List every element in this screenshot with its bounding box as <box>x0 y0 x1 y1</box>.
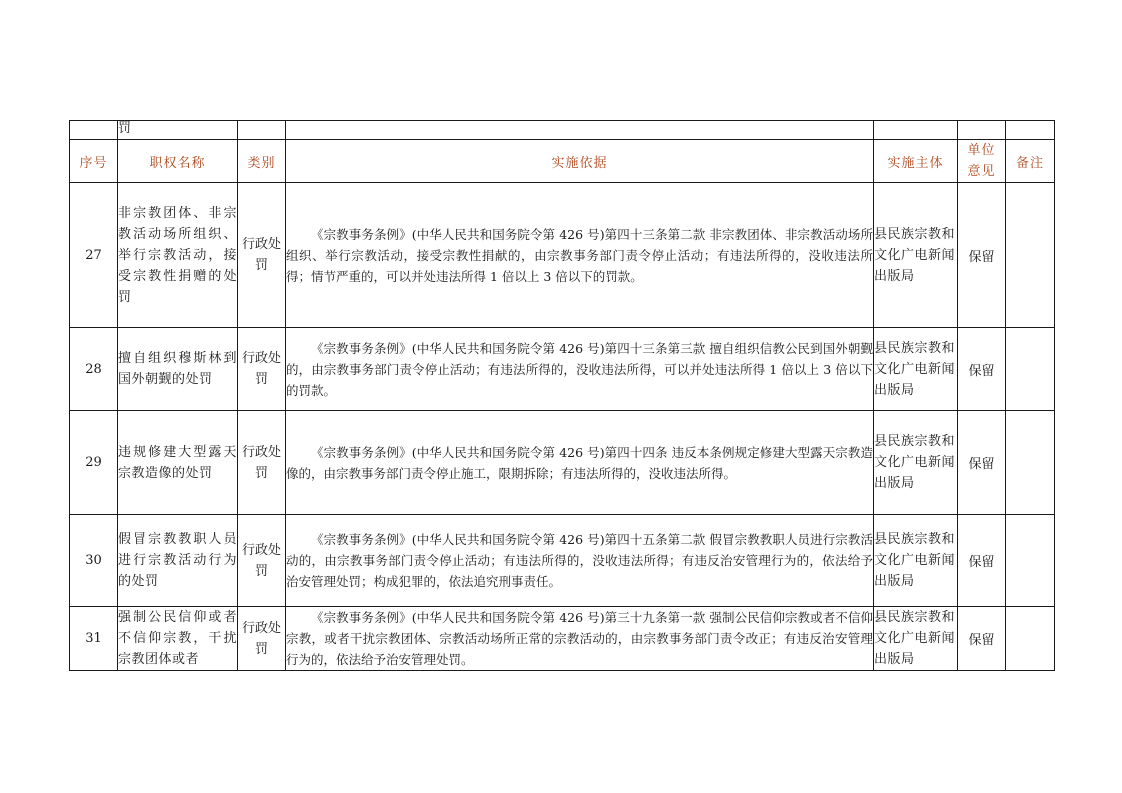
row-basis-text: 《宗教事务条例》(中华人民共和国务院令第 426 号)第四十四条 违反本条例规定修建大型露天宗教造像的，由宗教事务部门责令停止施工，限期拆除；有违法所得的，没收违法所得。 <box>286 444 873 481</box>
continued-row <box>70 121 1055 140</box>
continued-name-cell: 罚 <box>118 121 238 140</box>
row-name: 违规修建大型露天宗教造像的处罚 <box>118 411 238 515</box>
table-row <box>70 515 1055 607</box>
continued-remark-cell <box>1006 121 1055 140</box>
row-num: 27 <box>70 183 118 328</box>
power-list-table <box>69 120 1055 671</box>
row-basis-text: 《宗教事务条例》(中华人民共和国务院令第 426 号)第四十三条第二款 非宗教团体、非宗教活动场所组织、举行宗教活动，接受宗教性捐献的，由宗教事务部门责令停止活动；有违法所得的，没收违法所得；情节严重的，可以并处违法所得 1 倍以上 3 倍以下的罚款。 <box>286 226 873 284</box>
continued-num-cell <box>70 121 118 140</box>
row-subject: 县民族宗教和文化广电新闻出版局 <box>874 328 958 411</box>
row-num: 29 <box>70 411 118 515</box>
row-num: 31 <box>70 607 118 671</box>
row-basis-text: 《宗教事务条例》(中华人民共和国务院令第 426 号)第三十九条第一款 强制公民信仰宗教或者不信仰宗教，或者干扰宗教团体、宗教活动场所正常的宗教活动的，由宗教事务部门责令改正；有违反治安管理行为的，依法给予治安管理处罚。 <box>286 610 873 667</box>
header-basis: 实施依据 <box>286 140 874 183</box>
row-opinion: 保留 <box>958 607 1006 671</box>
row-subject: 县民族宗教和文化广电新闻出版局 <box>874 607 958 671</box>
row-basis-text: 《宗教事务条例》(中华人民共和国务院令第 426 号)第四十五条第二款 假冒宗教教职人员进行宗教活动的，由宗教事务部门责令停止活动；有违法所得的，没收违法所得；有违反治安管理行为的，依法给予治安管理处罚；构成犯罪的，依法追究刑事责任。 <box>286 532 873 589</box>
row-subject: 县民族宗教和文化广电新闻出版局 <box>874 515 958 607</box>
row-basis <box>286 515 874 607</box>
table-header-row <box>70 140 1055 183</box>
header-remark: 备注 <box>1006 140 1055 183</box>
header-num: 序号 <box>70 140 118 183</box>
row-name: 擅自组织穆斯林到国外朝觐的处罚 <box>118 328 238 411</box>
table-row <box>70 411 1055 515</box>
header-unit-opinion-line1: 单位 <box>967 143 996 158</box>
continued-subject-cell <box>874 121 958 140</box>
row-basis <box>286 607 874 671</box>
header-subject: 实施主体 <box>874 140 958 183</box>
row-num: 28 <box>70 328 118 411</box>
row-remark <box>1006 328 1055 411</box>
continued-opinion-cell <box>958 121 1006 140</box>
row-name: 非宗教团体、非宗教活动场所组织、举行宗教活动，接受宗教性捐赠的处罚 <box>118 183 238 328</box>
header-name: 职权名称 <box>118 140 238 183</box>
row-opinion: 保留 <box>958 515 1006 607</box>
row-subject: 县民族宗教和文化广电新闻出版局 <box>874 411 958 515</box>
row-category: 行政处罚 <box>238 183 286 328</box>
row-basis <box>286 183 874 328</box>
header-unit-opinion <box>958 140 1006 183</box>
row-opinion: 保留 <box>958 411 1006 515</box>
header-unit-opinion-line2: 意见 <box>967 164 996 179</box>
row-basis <box>286 411 874 515</box>
continued-basis-cell <box>286 121 874 140</box>
header-category: 类别 <box>238 140 286 183</box>
row-remark <box>1006 607 1055 671</box>
row-remark <box>1006 411 1055 515</box>
row-category: 行政处罚 <box>238 607 286 671</box>
row-basis-text: 《宗教事务条例》(中华人民共和国务院令第 426 号)第四十三条第三款 擅自组织信教公民到国外朝觐的，由宗教事务部门责令停止活动；有违法所得的，没收违法所得，可以并处违法所得 1 倍以上 3 倍以下的罚款。 <box>286 340 873 398</box>
row-remark <box>1006 515 1055 607</box>
table-row <box>70 183 1055 328</box>
row-category: 行政处罚 <box>238 328 286 411</box>
row-category: 行政处罚 <box>238 515 286 607</box>
continued-category-cell <box>238 121 286 140</box>
row-category: 行政处罚 <box>238 411 286 515</box>
row-remark <box>1006 183 1055 328</box>
row-name: 假冒宗教教职人员进行宗教活动行为的处罚 <box>118 515 238 607</box>
table-row <box>70 607 1055 671</box>
row-name: 强制公民信仰或者不信仰宗教，干扰宗教团体或者 <box>118 607 238 671</box>
row-opinion: 保留 <box>958 183 1006 328</box>
table-row <box>70 328 1055 411</box>
row-num: 30 <box>70 515 118 607</box>
row-basis <box>286 328 874 411</box>
row-subject: 县民族宗教和文化广电新闻出版局 <box>874 183 958 328</box>
row-opinion: 保留 <box>958 328 1006 411</box>
